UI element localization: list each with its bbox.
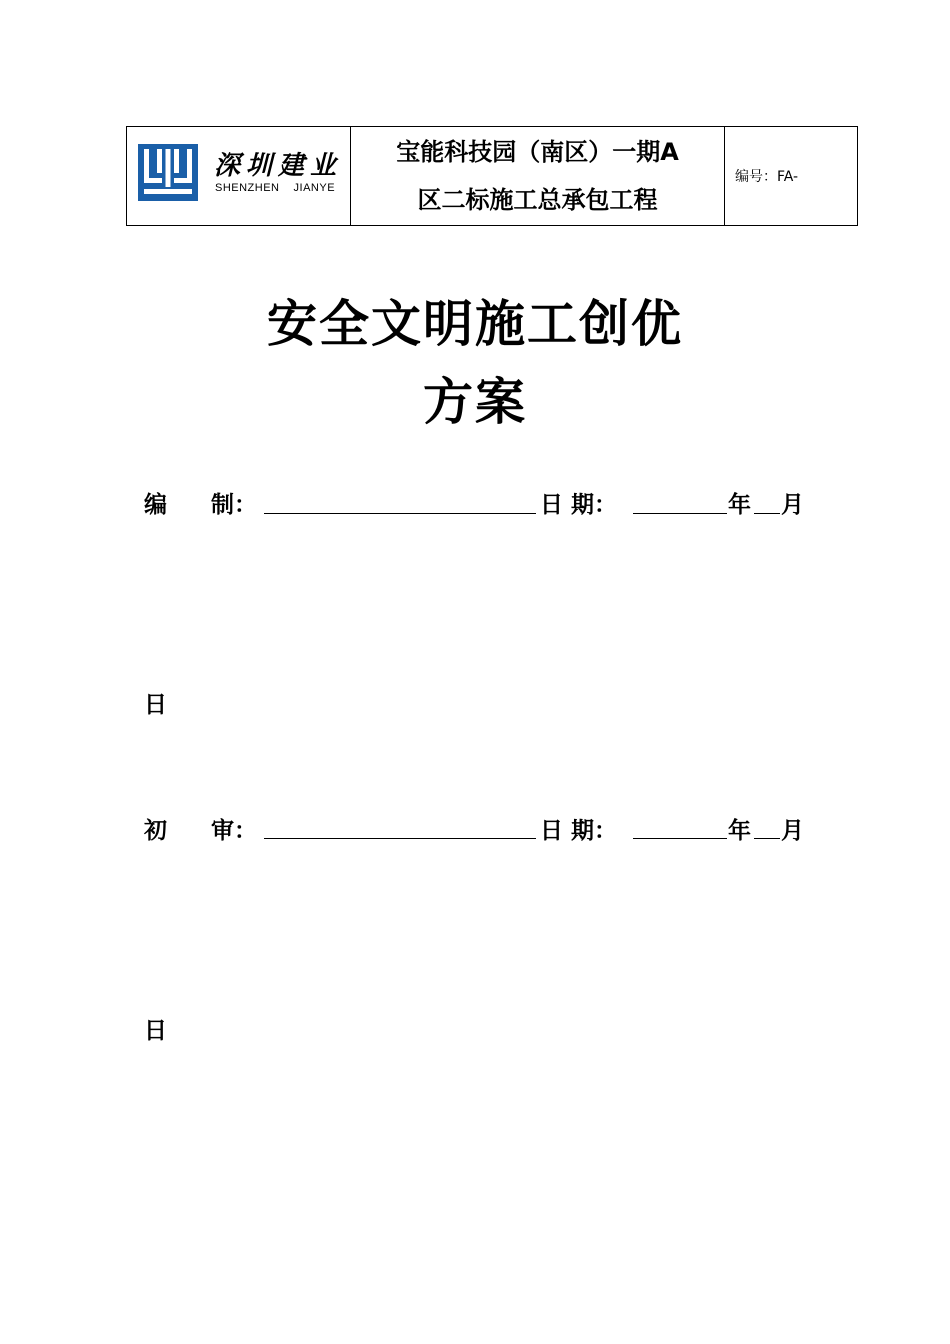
project-name-cell — [351, 127, 725, 225]
document-title-line-2: 方案 — [423, 373, 527, 431]
compile-year-label: 年 — [728, 492, 751, 518]
compile-day-label: 日 — [144, 692, 167, 718]
compile-date-label: 日 期： — [540, 492, 618, 518]
review-month-label: 月 — [781, 818, 804, 844]
logo-chinese-text: 深圳建业 — [214, 151, 343, 181]
review-label-a: 初 — [144, 818, 167, 844]
review-date-label: 日 期： — [540, 818, 618, 844]
project-name-line-1: 宝能科技园（南区）一期A — [396, 138, 679, 166]
logo-english-word-2: JIANYE — [293, 182, 336, 194]
compile-month-line[interactable] — [754, 513, 780, 514]
document-code-cell — [725, 127, 857, 225]
compile-label-a: 编 — [144, 492, 167, 518]
header-table — [126, 126, 858, 226]
compile-year-line[interactable] — [633, 513, 727, 514]
logo-english-word-1: SHENZHEN — [215, 182, 280, 194]
document-title-line-1: 安全文明施工创优 — [267, 295, 683, 353]
company-logo-icon — [138, 144, 198, 201]
review-year-line[interactable] — [633, 838, 727, 839]
review-name-line[interactable] — [264, 838, 536, 839]
review-label-b: 审： — [211, 818, 257, 844]
review-day-label: 日 — [144, 1018, 167, 1044]
logo-english-text — [215, 182, 349, 194]
document-code-label: 编号：FA- — [735, 169, 799, 185]
review-year-label: 年 — [728, 818, 751, 844]
review-month-line[interactable] — [754, 838, 780, 839]
company-logo-cell — [127, 127, 351, 225]
compile-month-label: 月 — [781, 492, 804, 518]
project-name-line-2: 区二标施工总承包工程 — [417, 186, 658, 214]
compile-name-line[interactable] — [264, 513, 536, 514]
compile-label-b: 制： — [211, 492, 257, 518]
